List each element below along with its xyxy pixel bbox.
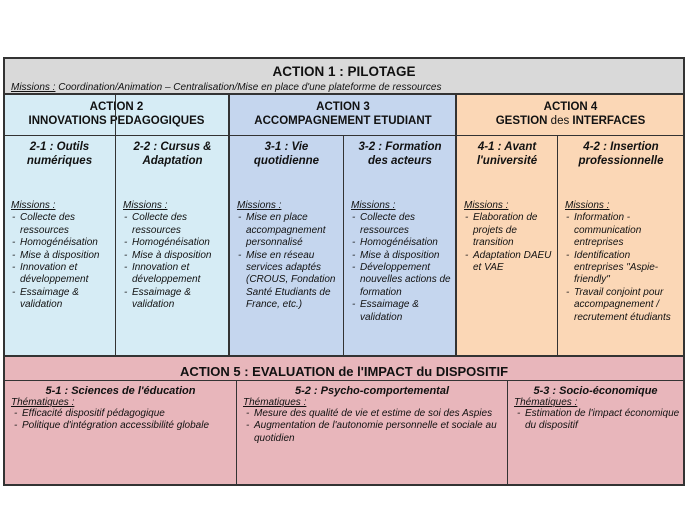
sub51-item-2: Politique d'intégration accessibilité globale (22, 420, 210, 432)
list-item: - Développement nouvelles actions de formation (351, 262, 452, 299)
action1-missions (11, 82, 441, 93)
action1-pilotage (3, 57, 685, 95)
sub42-missions-label: Missions : (565, 200, 610, 211)
sub22-title-line1: 2-2 : Cursus & (133, 141, 212, 153)
action2-sub1-box (3, 135, 116, 356)
action5-sub3 (507, 380, 685, 486)
action5-title: ACTION 5 : EVALUATION de l'IMPACT du DISPOSITIF (179, 364, 509, 379)
sub22-missions-label: Missions : (123, 200, 168, 211)
divider (228, 94, 230, 356)
sub22-title-line2: Adaptation (142, 155, 203, 167)
sub53-label: Thématiques : (514, 397, 578, 408)
sub21-title-line2: numériques (26, 155, 93, 167)
action1-title: ACTION 1 : PILOTAGE (272, 64, 416, 79)
list-item: - Elaboration de projets de transition (464, 212, 553, 249)
action2-title-line2: INNOVATIONS PEDAGOGIQUES (28, 115, 205, 127)
list-item: - Identification entreprises "Aspie-friendly" (565, 250, 680, 287)
sub31-missions-label: Missions : (237, 200, 282, 211)
list-item: - Mise en place accompagnement personnalisé (237, 212, 339, 249)
sub31-title-line2: quotidienne (253, 155, 320, 167)
sub21-missions-label: Missions : (11, 200, 56, 211)
sub32-missions-label: Missions : (351, 200, 396, 211)
list-item: - Adaptation DAEU et VAE (464, 250, 553, 275)
list-item: - Estimation de l'impact économique du dispositif (517, 408, 680, 432)
action3-sub1-box (229, 135, 344, 356)
sub52-item-1: Mesure des qualité de vie et estime de soi des Aspies (254, 408, 493, 419)
list-item: - Efficacité dispositif pédagogique (14, 408, 165, 419)
action3-title-line2: ACCOMPAGNEMENT ETUDIANT (254, 115, 432, 127)
list-item: - Politique d'intégration accessibilité globale (14, 420, 210, 432)
list-item: - Collecte des ressources (351, 212, 452, 237)
sub53-item-1: Estimation de l'impact économique du dispositif (525, 408, 680, 432)
action4-title-line2 (457, 114, 684, 128)
divider (683, 94, 685, 356)
divider (455, 94, 457, 356)
list-item: - Essaimage & validation (123, 287, 225, 312)
list-item: - Augmentation de l'autonomie personnelle et sociale au quotidien (246, 420, 497, 444)
action4-title-interfaces: INTERFACES (569, 115, 646, 127)
list-item: - Mise à disposition (123, 250, 225, 262)
action4-title-gestion: GESTION (495, 115, 551, 127)
list-item: - Homogénéisation (351, 237, 452, 249)
action3-sub2-box (343, 135, 457, 356)
action2-sub2-box (115, 135, 230, 356)
sub41-title-line1: 4-1 : Avant (477, 141, 537, 153)
list-item: - Innovation et développement (123, 262, 225, 287)
action2-title-line1: ACTION 2 (89, 101, 144, 113)
sub32-missions (351, 200, 452, 324)
sub52-title: 5-2 : Psycho-comportemental (294, 385, 450, 397)
divider (3, 355, 685, 357)
sub22-missions (123, 200, 225, 312)
list-item: - Mise à disposition (11, 250, 111, 262)
sub42-title-line2: professionnelle (578, 155, 664, 167)
sub21-missions (11, 200, 111, 312)
sub42-title-line1: 4-2 : Insertion (583, 141, 659, 153)
list-item: - Innovation et développement (11, 262, 111, 287)
list-item: - Essaimage & validation (11, 287, 111, 312)
action3-header (229, 94, 457, 136)
list-item: - Travail conjoint pour accompagnement / recrutement étudiants (565, 287, 680, 324)
sub52-label: Thématiques : (243, 397, 307, 408)
action4-sub2-box (557, 135, 685, 356)
sub41-missions-label: Missions : (464, 200, 509, 211)
sub52-item-2: Augmentation de l'autonomie personnelle et sociale au quotidien (254, 420, 497, 444)
action3-title-line1: ACTION 3 (316, 101, 370, 113)
sub31-title-line1: 3-1 : Vie (264, 141, 309, 153)
divider (3, 94, 5, 356)
sub53-title: 5-3 : Socio-économique (533, 385, 658, 397)
action4-header (456, 94, 685, 136)
action4-sub1-box (456, 135, 558, 356)
list-item: - Collecte des ressources (11, 212, 111, 237)
action1-missions-text: Coordination/Animation – Centralisation/Mise en place d'une plateforme de ressources (58, 82, 442, 93)
sub41-title-line2: l'université (476, 155, 538, 167)
sub42-missions (565, 200, 680, 324)
action1-missions-label: Missions : (11, 82, 56, 93)
sub51-title: 5-1 : Sciences de l'éducation (45, 385, 196, 397)
list-item: - Homogénéisation (11, 237, 111, 249)
action5-sub2 (236, 380, 508, 486)
action5-sub1 (3, 380, 237, 486)
sub32-title-line1: 3-2 : Formation (358, 141, 442, 153)
sub32-title-line2: des acteurs (368, 155, 432, 167)
sub31-missions (237, 200, 339, 312)
sub51-label: Thématiques : (11, 397, 75, 408)
action4-title-line1: ACTION 4 (543, 101, 598, 113)
list-item: - Information - communication entreprises (565, 212, 680, 249)
list-item: - Mesure des qualité de vie et estime de soi des Aspies (246, 408, 493, 419)
list-item: - Mise en réseau services adaptés (CROUS, Fondation Santé Etudiants de France, etc.) (237, 250, 339, 312)
list-item: - Mise à disposition (351, 250, 452, 262)
sub41-missions (464, 200, 553, 274)
action4-title-des: des (550, 115, 570, 127)
list-item: - Homogénéisation (123, 237, 225, 249)
list-item: - Collecte des ressources (123, 212, 225, 237)
list-item: - Essaimage & validation (351, 299, 452, 324)
sub21-title-line1: 2-1 : Outils (29, 141, 90, 153)
sub51-item-1: Efficacité dispositif pédagogique (22, 408, 165, 419)
